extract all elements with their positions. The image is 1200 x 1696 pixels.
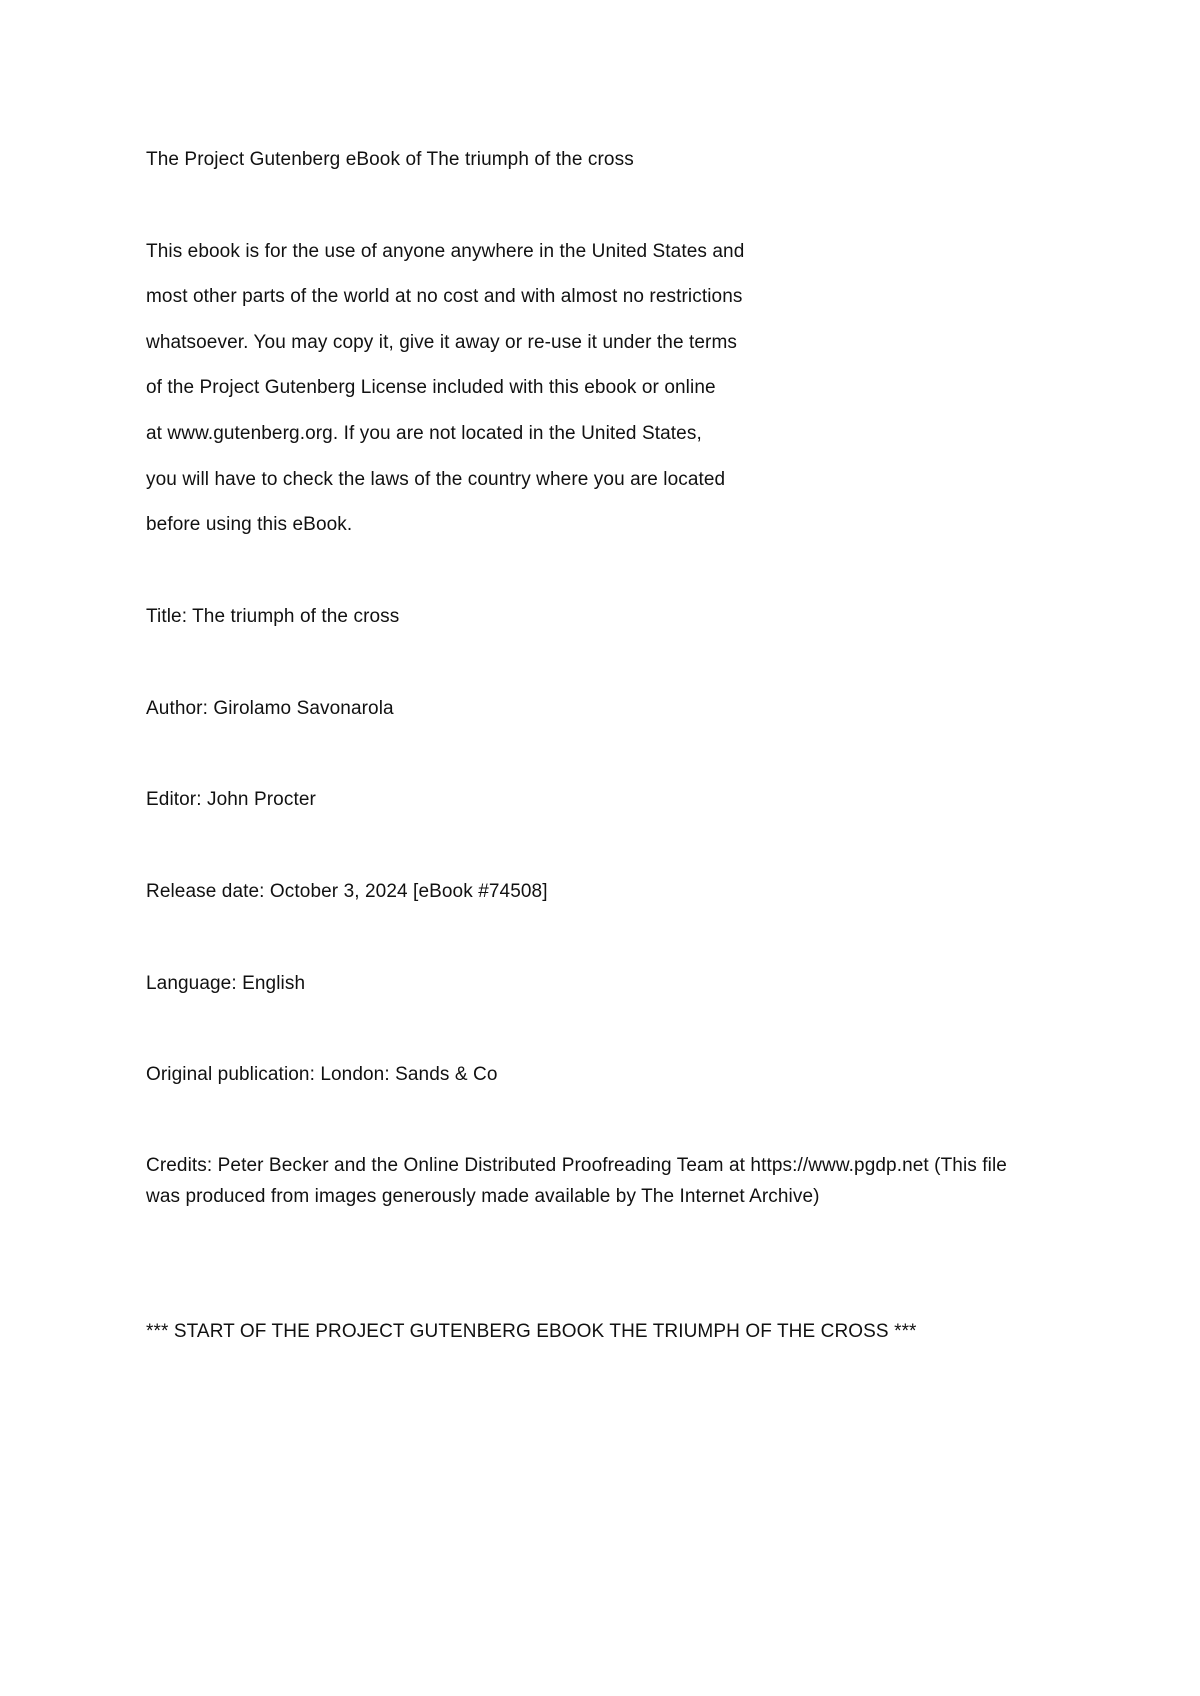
document-header: The Project Gutenberg eBook of The triumph of the cross bbox=[146, 149, 634, 170]
intro-line: of the Project Gutenberg License included with this ebook or online bbox=[146, 377, 716, 398]
language-line: Language: English bbox=[146, 973, 306, 994]
intro-line: before using this eBook. bbox=[146, 514, 353, 535]
intro-line: This ebook is for the use of anyone anywhere in the United States and bbox=[146, 241, 745, 262]
author-line: Author: Girolamo Savonarola bbox=[146, 698, 394, 719]
title-line: Title: The triumph of the cross bbox=[146, 606, 400, 627]
intro-line: whatsoever. You may copy it, give it away or re-use it under the terms bbox=[146, 332, 738, 353]
editor-line: Editor: John Procter bbox=[146, 789, 316, 810]
intro-line: at www.gutenberg.org. If you are not located in the United States, bbox=[146, 423, 702, 444]
start-marker: *** START OF THE PROJECT GUTENBERG EBOOK THE TRIUMPH OF THE CROSS *** bbox=[146, 1321, 917, 1342]
intro-line: you will have to check the laws of the country where you are located bbox=[146, 469, 726, 490]
original-publication-line: Original publication: London: Sands & Co bbox=[146, 1064, 498, 1085]
credits-paragraph: Credits: Peter Becker and the Online Distributed Proofreading Team at https://www.pgdp.net (This file was produced from images generously made available by The Internet Archive) bbox=[146, 1155, 1007, 1207]
release-date-line: Release date: October 3, 2024 [eBook #74508] bbox=[146, 881, 548, 902]
intro-line: most other parts of the world at no cost and with almost no restrictions bbox=[146, 286, 743, 307]
